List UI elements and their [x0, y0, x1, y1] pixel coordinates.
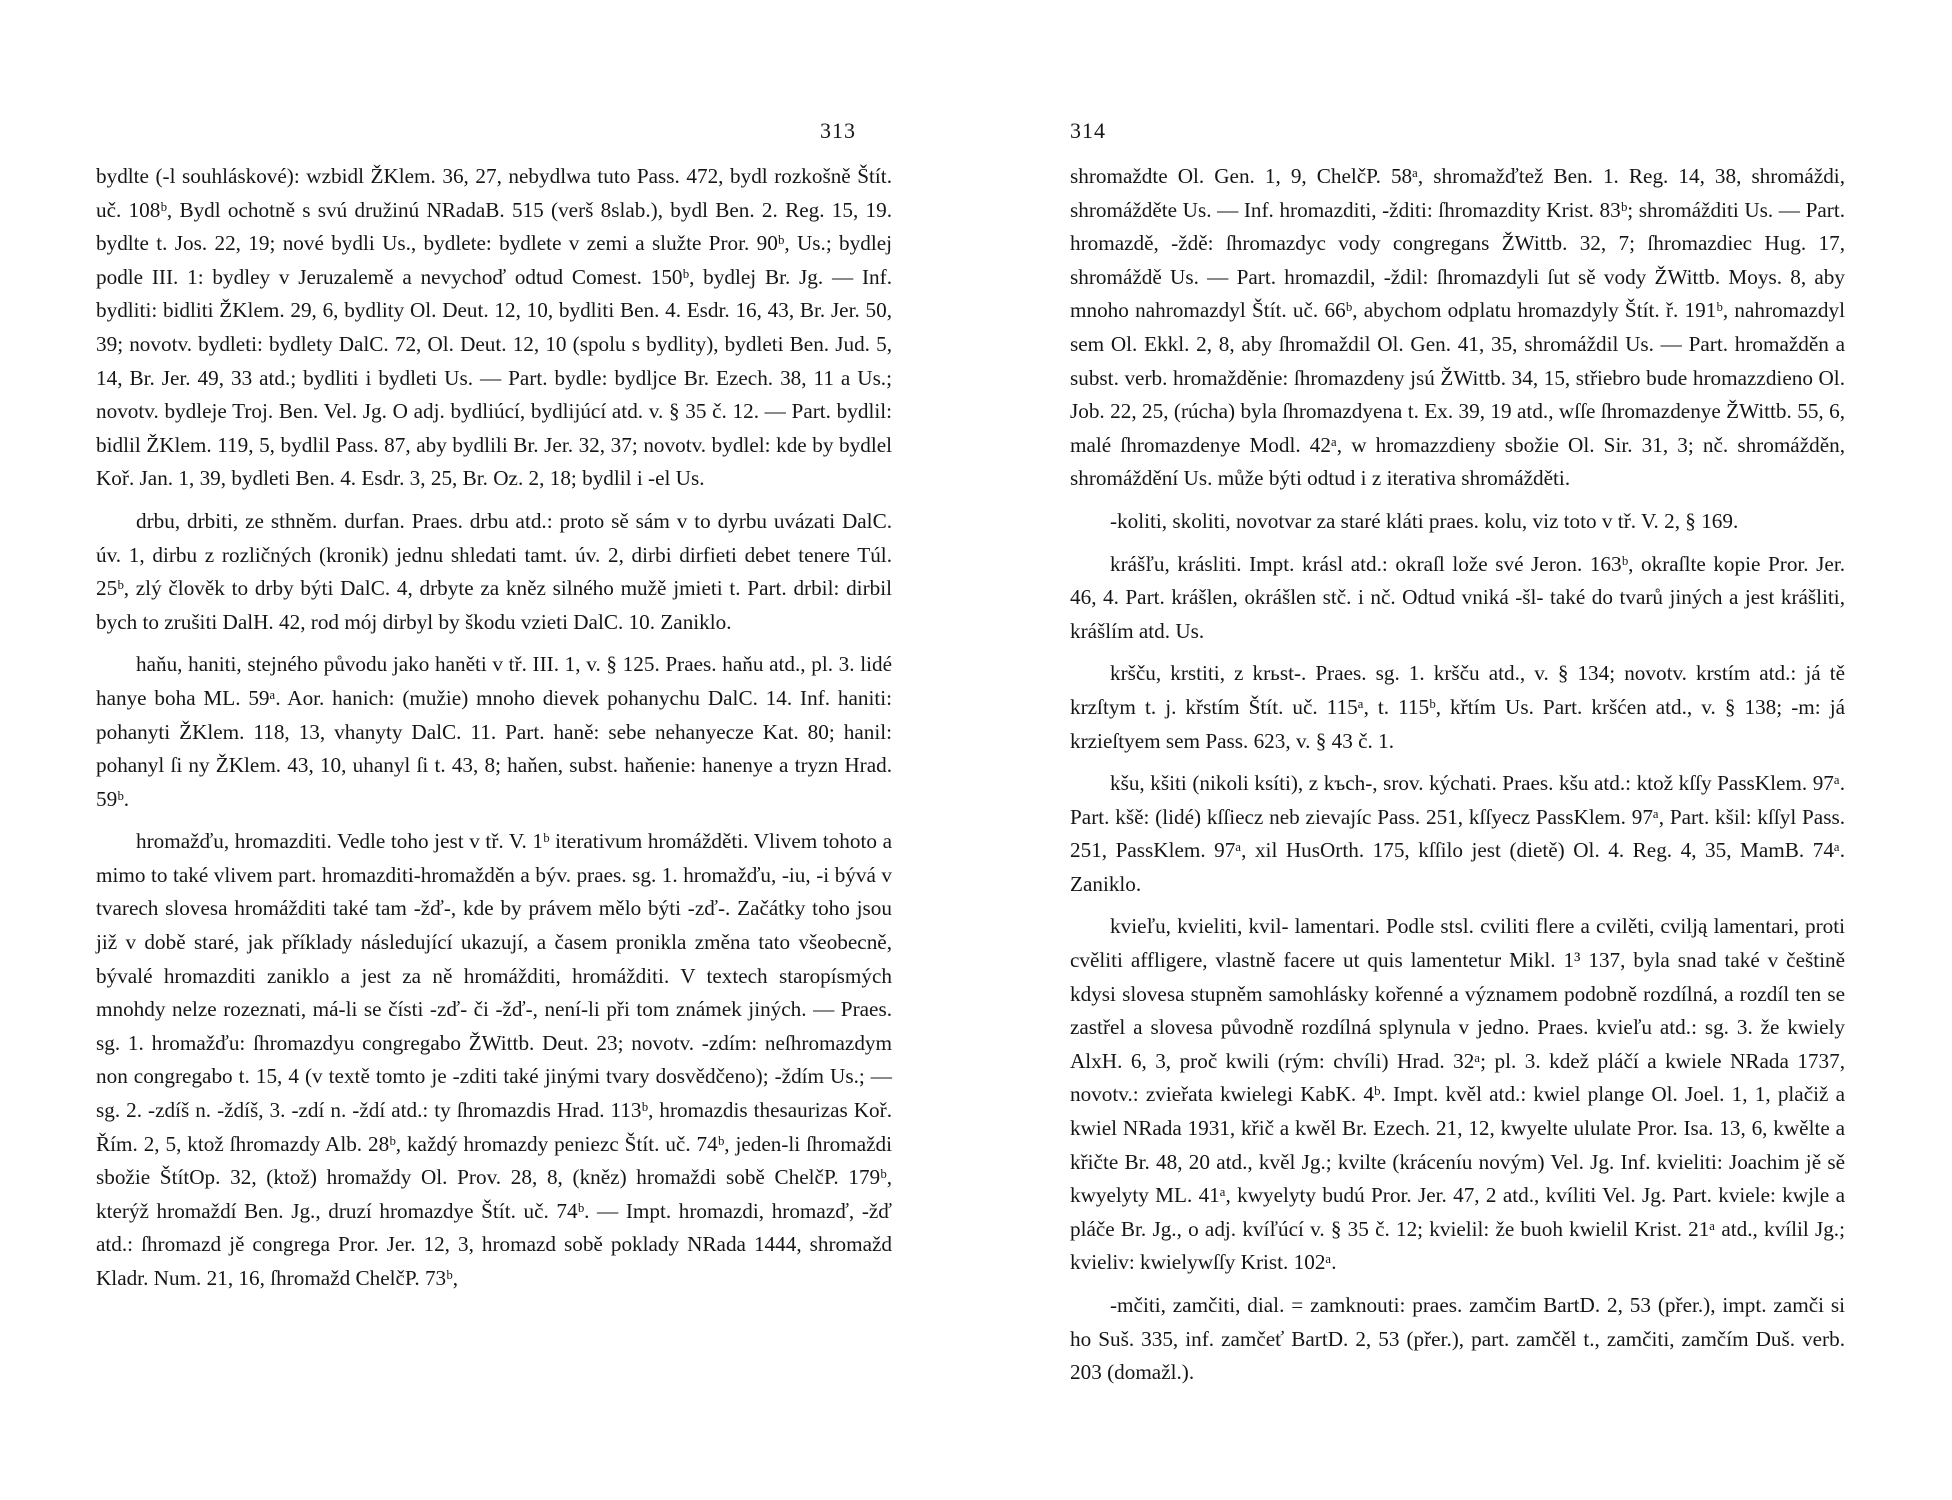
entry-hanu: haňu, haniti, stejného původu jako haněti v tř. III. 1, v. § 125. Praes. haňu atd., pl. 3. lidé hanye boha ML. 59ᵃ. Aor. hanich: (mužie) mnoho dievek pohanychu DalC. 14. Inf. haniti: pohanyti ŽKlem. 118, 13, vhanyty DalC. 11. Part. haně: sebe nehanyecze Kat. 80; hanil: pohanyl ſi ny ŽKlem. 43, 10, uhanyl ſi t. 43, 8; haňen, subst. haňenie: hanenye a tryzn Hrad. 59ᵇ.: [96, 652, 892, 811]
right-page: [960, 0, 1952, 1500]
left-text-column: [96, 160, 892, 1305]
entry-krasliti: krášľu, krásliti. Impt. krásl atd.: okraſl lože své Jeron. 163ᵇ, okraſlte kopie Pror. Jer. 46, 4. Part. krášlen, okrášlen stč. i nč. Odtud vniká -šl- také do tvarů jiných a jest krášliti, krášlím atd. Us.: [1070, 551, 1845, 643]
entry-bydlte: bydlte (-l souhláskové): wzbidl ŽKlem. 36, 27, nebydlwa tuto Pass. 472, bydl rozkošně Štít. uč. 108ᵇ, Bydl ochotně s svú družinú NRadaB. 515 (verš 8slab.), bydl Ben. 2. Reg. 15, 19. bydlte t. Jos. 22, 19; nové bydli Us., bydlete: bydlete v zemi a služte Pror. 90ᵇ, Us.; bydlej podle III. 1: bydley v Jeruzalemě a nevychoď odtud Comest. 150ᵇ, bydlej Br. Jg. — Inf. bydliti: bidliti ŽKlem. 29, 6, bydlity Ol. Deut. 12, 10, bydliti Ben. 4. Esdr. 16, 43, Br. Jer. 50, 39; novotv. bydleti: bydlety DalC. 72, Ol. Deut. 12, 10 (spolu s bydlity), bydleti Ben. Jud. 5, 14, Br. Jer. 49, 33 atd.; bydliti i bydleti Us. — Part. bydle: bydljce Br. Ezech. 38, 11 a Us.; novotv. bydleje Troj. Ben. Vel. Jg. O adj. bydliúcí, bydlijúcí atd. v. § 35 č. 12. — Part. bydlil: bidlil ŽKlem. 119, 5, bydlil Pass. 87, aby bydlili Br. Jer. 32, 37; novotv. bydlel: kde by bydlel Koř. Jan. 1, 39, bydleti Ben. 4. Esdr. 3, 25, Br. Oz. 2, 18; bydlil i -el Us.: [96, 164, 892, 491]
entry-kvieliti: kvieľu, kvieliti, kvil- lamentari. Podle stsl. cviliti flere a cvilěti, cvilją lamentari, proti cvěliti affligere, vlastně facere ut quis lamentetur Mikl. 1³ 137, byla snad také v češtině kdysi slovesa stupněm samohlásky kořenné a významem podobně rozdílná, a rozdíl ten se zastřel a slovesa původně rozdílná splynula v jedno. Praes. kvieľu atd.: sg. 3. že kwiely AlxH. 6, 3, proč kwili (rým: chvíli) Hrad. 32ᵃ; pl. 3. kdež pláčí a kwiele NRada 1737, novotv.: zvieřata kwielegi KabK. 4ᵇ. Impt. kvěl atd.: kwiel plange Ol. Joel. 1, 1, plačiž a kwiel NRada 1931, křič a kwěl Br. Ezech. 21, 12, kwyelte ululate Pror. Isa. 13, 6, kwělte a křičte Br. 48, 20 atd., kvěl Jg.; kvilte (kráceníu novým) Vel. Jg. Inf. kvieliti: Joachim jě sě kwyelyty ML. 41ᵃ, kwyelyty budú Pror. Jer. 47, 2 atd., kvíliti Vel. Jg. Part. kviele: kwjle a pláče Br. Jg., o adj. kvíľúcí v. § 35 č. 12; kvielil: že buoh kwielil Krist. 21ᵃ atd., kvílil Jg.; kvieliv: kwielywſſy Krist. 102ᵃ.: [1070, 914, 1845, 1275]
page-number-right: 314: [1070, 118, 1106, 143]
entry-zamciti: -mčiti, zamčiti, dial. = zamknouti: praes. zamčim BartD. 2, 53 (přer.), impt. zamči si ho Suš. 335, inf. zamčeť BartD. 2, 53 (přer.), part. zamčěl t., zamčiti, zamčím Duš. verb. 203 (domažl.).: [1070, 1293, 1845, 1385]
left-page: [0, 0, 960, 1500]
right-text-column: [1070, 160, 1845, 1399]
entry-ksiti: kšu, kšiti (nikoli ksíti), z kъch-, srov. kýchati. Praes. kšu atd.: ktož kſſy PassKlem. 97ᵃ. Part. kšě: (lidé) kſſiecz neb zievajíc Pass. 251, kſſyecz PassKlem. 97ᵃ, Part. kšil: kſſyl Pass. 251, PassKlem. 97ᵃ, xil HusOrth. 175, kſſilo jest (dietě) Ol. 4. Reg. 4, 35, MamB. 74ᵃ. Zaniklo.: [1070, 771, 1845, 896]
entry-hromazdu: hromažďu, hromazditi. Vedle toho jest v tř. V. 1ᵇ iterativum hromážděti. Vlivem tohoto a mimo to také vlivem part. hromazditi-hromažděn a býv. praes. sg. 1. hromažďu, -iu, -i bývá v tvarech slovesa hromážditi také tam -žď-, kde by právem mělo býti -zď-. Začátky toho jsou již v době staré, jak příklady následující ukazují, a časem pronikla změna tato všeobecně, bývalé hromazditi zaniklo a jest za ně hromážditi, hromážditi. V textech staropísmých mnohdy nelze rozeznati, má-li se čísti -zď- či -žď-, není-li při tom známek jiných. — Praes. sg. 1. hromažďu: ſhromazdyu congregabo ŽWittb. Deut. 23; novotv. -zdím: neſhromazdym non congregabo t. 15, 4 (v textě tomto je -zditi také jinými tvary dosvědčeno); -ždím Us.; — sg. 2. -zdíš n. -ždíš, 3. -zdí n. -ždí atd.: ty ſhromazdis Hrad. 113ᵇ, hromazdis thesaurizas Koř. Řím. 2, 5, ktož ſhromazdy Alb. 28ᵇ, každý hromazdy peniezc Štít. uč. 74ᵇ, jeden-li ſhromaždi sbožie ŠtítOp. 32, (ktož) hromaždy Ol. Prov. 28, 8, (kněz) hromaždi sobě ChelčP. 179ᵇ, kterýž hromaždí Ben. Jg., druzí hromazdye Štít. uč. 74ᵇ. — Impt. hromazdi, hromazď, -žď atd.: ſhromazd jě congrega Pror. Jer. 12, 3, hromazd sobě poklady NRada 1444, shromažd Kladr. Num. 21, 16, ſhromažd ChelčP. 73ᵇ,: [96, 829, 892, 1290]
entry-drbu: drbu, drbiti, ze sthněm. durfan. Praes. drbu atd.: proto sě sám v to dyrbu uvázati DalC. úv. 1, dirbu z rozličných (kronik) jednu shledati tamt. úv. 2, dirbi dirfieti debet tenere Túl. 25ᵇ, zlý člověk to drby býti DalC. 4, drbyte za kněz silného mužě jmieti t. Part. drbil: dirbil bych to zrušiti DalH. 42, rod mój dirbyl by škodu vzieti DalC. 10. Zaniklo.: [96, 508, 892, 634]
entry-hromazdu-continued: shromaždte Ol. Gen. 1, 9, ChelčP. 58ᵃ, shromažďtež Ben. 1. Reg. 14, 38, shromáždi, shromážděte Us. — Inf. hromazditi, -žditi: ſhromazdity Krist. 83ᵇ; shromážditi Us. — Part. hromazdě, -ždě: ſhromazdyc vody congregans ŽWittb. 32, 7; ſhromazdiec Hug. 17, shromáždě Us. — Part. hromazdil, -ždil: ſhromazdyli ſut sě vody ŽWittb. Moys. 8, aby mnoho nahromazdyl Štít. uč. 66ᵇ, abychom odplatu hromazdyly Štít. ř. 191ᵇ, nahromazdyl sem Ol. Ekkl. 2, 8, aby ſhromaždil Ol. Gen. 41, 35, shromáždil Us. — Part. hromažděn a subst. verb. hromažděnie: ſhromazdeny jsú ŽWittb. 34, 15, střiebro bude hromazzdieno Ol. Job. 22, 25, (rúcha) byla ſhromazdyena t. Ex. 39, 19 atd., wſſe ſhromazdenye ŽWittb. 55, 6, malé ſhromazdenye Modl. 42ᵃ, w hromazzdieny sbožie Ol. Sir. 31, 3; nč. shromážděn, shromáždění Us. může býti odtud i z iterativa shromážděti.: [1070, 164, 1845, 491]
entry-koliti: -koliti, skoliti, novotvar za staré kláti praes. kolu, viz toto v tř. V. 2, § 169.: [1110, 508, 1739, 533]
entry-krstiti: kršču, krstiti, z krьst-. Praes. sg. 1. kršču atd., v. § 134; novotv. krstím atd.: já tě krzſtym t. j. křstím Štít. uč. 115ᵃ, t. 115ᵇ, křtím Us. Part. kršćen atd., v. § 138; -m: já krzieſtyem sem Pass. 623, v. § 43 č. 1.: [1070, 661, 1845, 753]
page-number-left: 313: [820, 118, 856, 143]
